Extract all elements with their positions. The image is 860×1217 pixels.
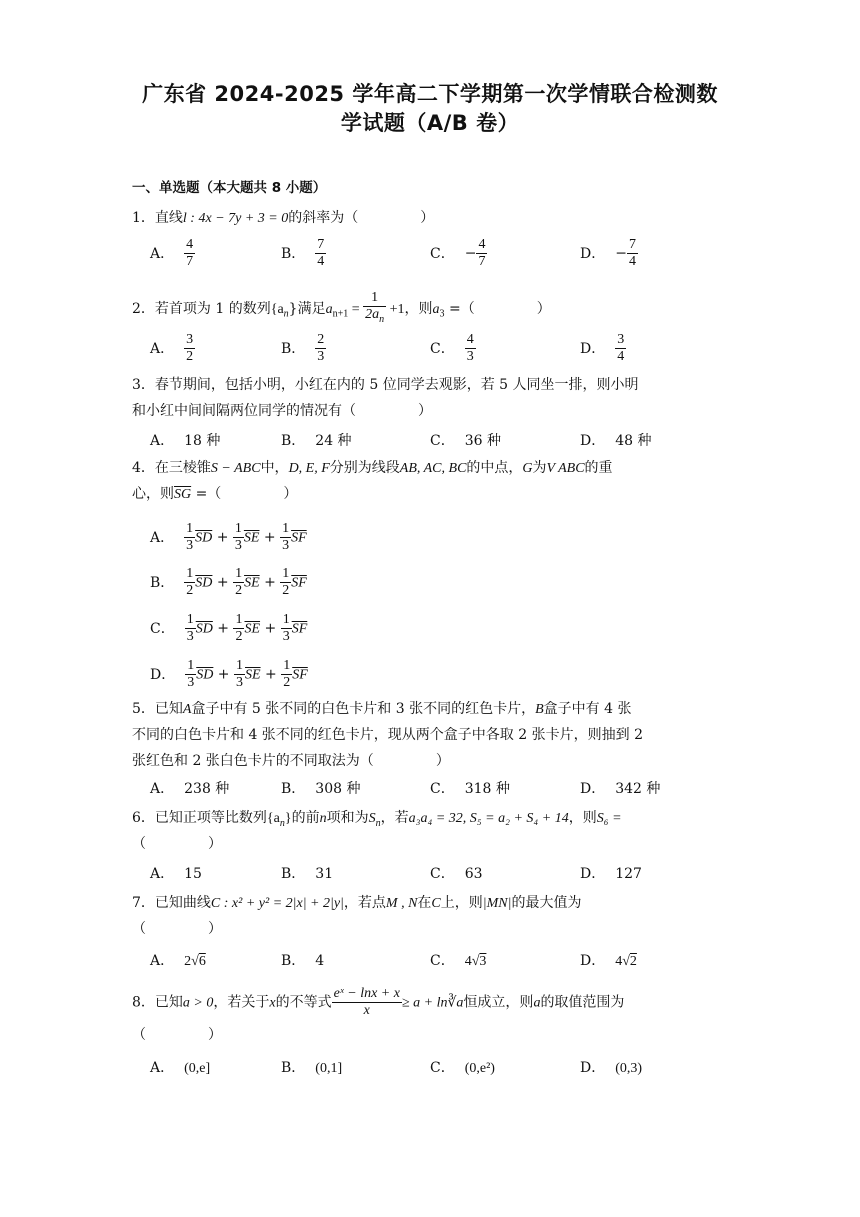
question-7-line-2: （ ） — [132, 921, 222, 937]
question-5-line-3: 张红色和 2 张白色卡片的不同取法为（ ） — [132, 753, 450, 769]
option-d[interactable]: D． 127 — [580, 866, 642, 882]
option-b[interactable]: B． $\frac{2}{3}$ — [281, 332, 325, 364]
option-b[interactable]: B． 24 种 — [281, 433, 352, 449]
option-a[interactable]: A． 2√6 — [150, 953, 206, 969]
option-c[interactable]: C． $\frac{4}{3}$ — [430, 332, 474, 364]
option-b[interactable]: B． (0,1] — [281, 1060, 343, 1076]
question-7: 7．已知曲线C : x² + y² = 2|x| + 2|y|，若点M , N在C上，则|MN|的最大值为 — [132, 895, 582, 911]
option-c[interactable]: C． (0,e²) — [430, 1060, 495, 1076]
question-2: 2．若首项为 1 的数列$\{a_n\}$满足$a_{n+1}$ = $\frac{1}{2a_n}$ +1，则$a_3$ =（ ） — [132, 290, 551, 325]
option-b[interactable]: B． $\frac{1}{2}$ $\overline{SD}$ + $\frac{1}{2}$ $\overline{SE}$ + $\frac{1}{2}$ $\overline{SF}$ — [150, 566, 307, 598]
option-b[interactable]: B． 4 — [281, 953, 325, 969]
option-d[interactable]: D． 4√2 — [580, 953, 637, 969]
question-5-line-2: 不同的白色卡片和 4 张不同的红色卡片，现从两个盒子中各取 2 张卡片，则抽到 2 — [132, 727, 643, 743]
option-d[interactable]: D． (0,3) — [580, 1060, 643, 1076]
question-3-line-2: 和小红中间间隔两位同学的情况有（ ） — [132, 403, 432, 419]
option-b[interactable]: B． 308 种 — [281, 781, 361, 797]
question-6-line-2: （ ） — [132, 836, 222, 852]
option-a[interactable]: A． $\frac{4}{7}$ — [150, 237, 194, 269]
option-d[interactable]: D． $\frac{3}{4}$ — [580, 332, 625, 364]
question-3: 3．春节期间，包括小明，小红在内的 5 位同学去观影，若 5 人同坐一排，则小明 — [132, 377, 639, 393]
option-d[interactable]: D． 48 种 — [580, 433, 652, 449]
option-a[interactable]: A． $\frac{3}{2}$ — [150, 332, 194, 364]
option-b[interactable]: B． 31 — [281, 866, 334, 882]
option-d[interactable]: D． 342 种 — [580, 781, 661, 797]
question-4: 4．在三棱锥S − ABC中，D, E, F分别为线段AB, AC, BC的中点，G为V ABC的重 — [132, 460, 613, 476]
option-d[interactable]: D． $\frac{1}{3}$ $\overline{SD}$ + $\frac{1}{3}$ $\overline{SE}$ + $\frac{1}{2}$ $\overline{SF}$ — [150, 658, 308, 690]
option-a[interactable]: A． 238 种 — [150, 781, 230, 797]
question-5: 5．已知A盒子中有 5 张不同的白色卡片和 3 张不同的红色卡片，B盒子中有 4 张 — [132, 701, 632, 717]
option-a[interactable]: A． $\frac{1}{3}$ $\overline{SD}$ + $\frac{1}{3}$ $\overline{SE}$ + $\frac{1}{3}$ $\overline{SF}$ — [150, 521, 307, 553]
option-c[interactable]: C． − $\frac{4}{7}$ — [430, 237, 486, 269]
page-title-line-1: 广东省 2024-2025 学年高二下学期第一次学情联合检测数 — [142, 82, 718, 106]
question-1: 1．直线l : 4x − 7y + 3 = 0的斜率为（ ） — [132, 210, 435, 226]
option-b[interactable]: B． $\frac{7}{4}$ — [281, 237, 325, 269]
question-8: 8．已知a > 0，若关于x的不等式 $\frac{\text{eˣ − lnx + x}}{x}$ ≥ a + ln∛a恒成立，则a的取值范围为 — [132, 986, 625, 1018]
option-a[interactable]: A． 18 种 — [150, 433, 221, 449]
option-a[interactable]: A． (0,e] — [150, 1060, 211, 1076]
option-c[interactable]: C． 36 种 — [430, 433, 501, 449]
option-c[interactable]: C． 4√3 — [430, 953, 487, 969]
option-c[interactable]: C． 63 — [430, 866, 483, 882]
question-4-line-2: 心，则$\overline{SG}$ =（ ） — [132, 486, 298, 502]
question-8-line-2: （ ） — [132, 1027, 222, 1043]
section-heading: 一、单选题（本大题共 8 小题） — [132, 180, 327, 196]
question-6: 6．已知正项等比数列$\{a_n\}$的前n项和为$S_n$，若a₃a₄ = 32, S₅ = a₂ + S₄ + 14，则S₆ = — [132, 810, 622, 829]
option-c[interactable]: C． 318 种 — [430, 781, 510, 797]
page-title-line-2: 学试题（A/B 卷） — [340, 111, 520, 135]
question-number: 1． — [132, 210, 155, 226]
option-d[interactable]: D． − $\frac{7}{4}$ — [580, 237, 636, 269]
option-c[interactable]: C． $\frac{1}{3}$ $\overline{SD}$ + $\frac{1}{2}$ $\overline{SE}$ + $\frac{1}{3}$ $\overline{SF}$ — [150, 612, 308, 644]
option-a[interactable]: A． 15 — [150, 866, 202, 882]
